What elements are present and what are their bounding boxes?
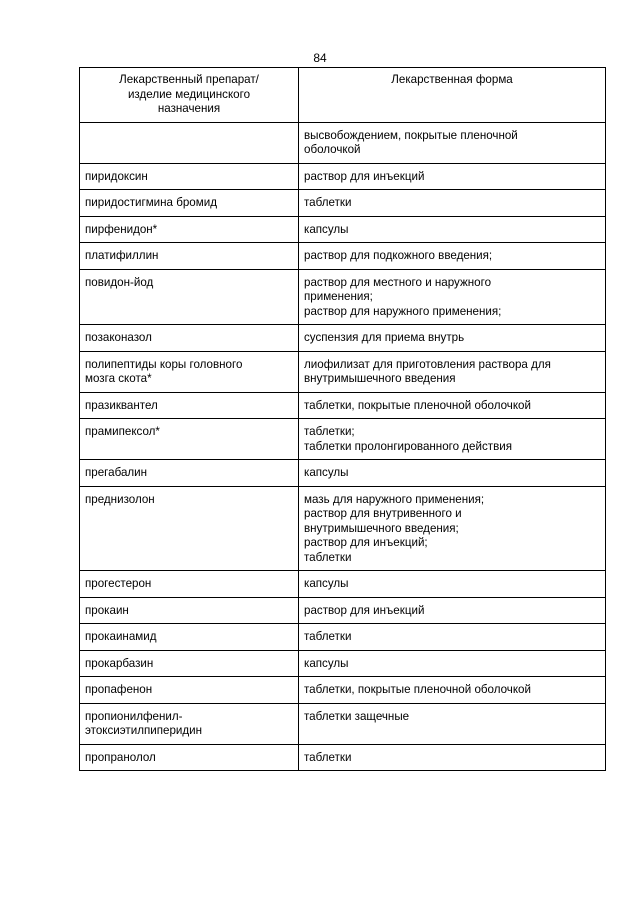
form-cell — [299, 190, 606, 217]
form-cell-line: таблетки пролонгированного действия — [304, 439, 513, 453]
drug-cell — [80, 650, 299, 677]
form-cell — [299, 571, 606, 598]
drug-cell — [80, 325, 299, 352]
header-line: Лекарственный препарат/ — [119, 73, 259, 86]
drug-cell-line: пропионилфенил- — [85, 709, 183, 723]
form-cell-line: таблетки — [304, 550, 352, 564]
form-cell — [299, 650, 606, 677]
table-row — [80, 597, 606, 624]
table-row — [80, 122, 606, 163]
form-cell-line: таблетки; — [304, 425, 355, 438]
form-cell — [299, 624, 606, 651]
drug-cell-line: прокаинамид — [85, 630, 157, 643]
table-header-row — [80, 68, 606, 123]
table-row — [80, 650, 606, 677]
drug-cell — [80, 122, 299, 163]
drug-cell-line: пиридоксин — [85, 169, 148, 183]
drug-cell — [80, 744, 299, 771]
form-cell-line: суспензия для приема внутрь — [304, 331, 465, 344]
form-cell-line: капсулы — [304, 222, 349, 236]
page-number: 84 — [313, 51, 327, 65]
form-cell-line: оболочкой — [304, 143, 361, 156]
form-cell-line: капсулы — [304, 656, 349, 670]
form-cell — [299, 163, 606, 190]
form-cell-line: раствор для инъекций; — [304, 536, 428, 549]
form-cell — [299, 460, 606, 487]
form-cell — [299, 243, 606, 270]
drug-cell-line: полипептиды коры головного — [85, 357, 243, 371]
drug-cell — [80, 460, 299, 487]
table-row — [80, 325, 606, 352]
form-cell-line: таблетки — [304, 196, 352, 209]
form-cell — [299, 486, 606, 571]
header-drug — [80, 68, 299, 123]
table-row — [80, 744, 606, 771]
header-form — [299, 68, 606, 123]
drug-cell-line: пропафенон — [85, 683, 153, 696]
form-cell-line: раствор для наружного применения; — [304, 304, 502, 318]
drug-cell-line: мозга скота* — [85, 372, 152, 385]
form-cell-line: применения; — [304, 290, 373, 303]
form-cell-line: лиофилизат для приготовления раствора для — [304, 357, 551, 371]
table-row — [80, 703, 606, 744]
form-cell-line: таблетки защечные — [304, 709, 410, 723]
table-row — [80, 419, 606, 460]
drug-cell-line: пирфенидон* — [85, 222, 158, 236]
drug-cell-line: празиквантел — [85, 398, 158, 412]
table-row — [80, 624, 606, 651]
header-line: назначения — [157, 102, 221, 115]
table-row — [80, 571, 606, 598]
drug-cell — [80, 190, 299, 217]
form-cell — [299, 392, 606, 419]
drug-cell — [80, 624, 299, 651]
form-cell — [299, 677, 606, 704]
drug-cell-line: прокарбазин — [85, 656, 154, 670]
drug-cell-line: пиридостигмина бромид — [85, 196, 217, 209]
table-row — [80, 190, 606, 217]
drug-cell-line: этоксиэтилпиперидин — [85, 724, 203, 737]
table-row — [80, 243, 606, 270]
form-cell-line: таблетки — [304, 750, 352, 764]
table-row — [80, 163, 606, 190]
table-row — [80, 269, 606, 325]
drug-cell — [80, 419, 299, 460]
form-cell-line: раствор для инъекций — [304, 169, 425, 183]
drug-cell — [80, 163, 299, 190]
form-cell — [299, 325, 606, 352]
drug-cell-line: прокаин — [85, 603, 129, 617]
drug-cell — [80, 269, 299, 325]
drug-cell — [80, 392, 299, 419]
form-cell — [299, 269, 606, 325]
form-cell-line: мазь для наружного применения; — [304, 492, 485, 506]
drug-table — [79, 67, 606, 771]
header-line: Лекарственная форма — [391, 73, 513, 86]
drug-cell — [80, 703, 299, 744]
table-body — [80, 122, 606, 771]
drug-cell-line: прамипексол* — [85, 425, 160, 438]
form-cell — [299, 419, 606, 460]
drug-cell — [80, 243, 299, 270]
drug-cell — [80, 351, 299, 392]
form-cell-line: раствор для местного и наружного — [304, 275, 492, 289]
drug-cell-line: преднизолон — [85, 492, 155, 506]
drug-cell-line: пропранолол — [85, 750, 156, 764]
drug-cell-line: прегабалин — [85, 466, 148, 479]
header-line: изделие медицинского — [127, 87, 251, 101]
form-cell-line: внутримышечного введения — [304, 372, 456, 385]
table-row — [80, 351, 606, 392]
drug-cell — [80, 571, 299, 598]
form-cell-line: высвобождением, покрытые пленочной — [304, 128, 518, 142]
table-row — [80, 677, 606, 704]
drug-cell-line: платифиллин — [85, 249, 159, 262]
form-cell-line: капсулы — [304, 577, 349, 590]
drug-cell-line: прогестерон — [85, 577, 152, 590]
form-cell — [299, 216, 606, 243]
form-cell-line: раствор для подкожного введения; — [304, 249, 493, 262]
table-row — [80, 460, 606, 487]
form-cell-line: капсулы — [304, 466, 349, 479]
form-cell-line: таблетки — [304, 630, 352, 643]
form-cell-line: раствор для инъекций — [304, 603, 425, 617]
drug-cell — [80, 677, 299, 704]
drug-cell — [80, 597, 299, 624]
table-row — [80, 392, 606, 419]
form-cell — [299, 703, 606, 744]
form-cell — [299, 744, 606, 771]
drug-cell-line: позаконазол — [85, 331, 152, 344]
form-cell — [299, 597, 606, 624]
form-cell — [299, 351, 606, 392]
form-cell — [299, 122, 606, 163]
table-row — [80, 216, 606, 243]
drug-cell — [80, 216, 299, 243]
form-cell-line: таблетки, покрытые пленочной оболочкой — [304, 683, 531, 696]
form-cell-line: таблетки, покрытые пленочной оболочкой — [304, 398, 531, 412]
drug-cell — [80, 486, 299, 571]
table-row — [80, 486, 606, 571]
drug-cell-line: повидон-йод — [85, 275, 154, 289]
form-cell-line: внутримышечного введения; — [304, 521, 459, 535]
form-cell-line: раствор для внутривенного и — [304, 507, 462, 520]
